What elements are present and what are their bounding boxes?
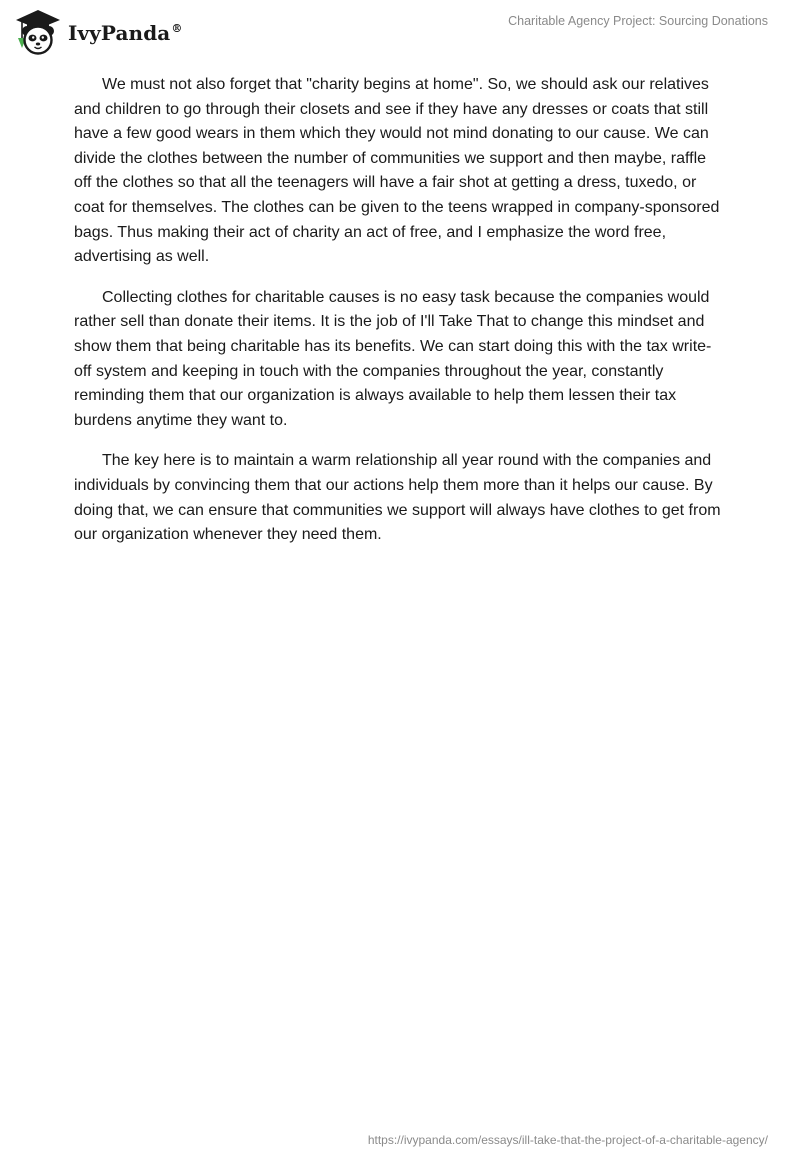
panda-graduate-icon (14, 8, 62, 56)
paragraph: The key here is to maintain a warm relationship all year round with the companies and individuals by convincing them that our actions help them more than it helps our cause. By doing that, we can ensure that communities we support will always have clothes to get from our organization whenever they need them. (74, 452, 721, 544)
paragraph: We must not also forget that "charity begins at home". So, we should ask our relatives and children to go through their closets and see if they have any dresses or coats that still have a few good wears in them which they would not mind donating to our cause. We can divide the clothes between the number of communities we support and then maybe, raffle off the clothes so that all the teenagers will have a fair shot at getting a dress, tuxedo, or coat for themselves. The clothes can be given to the teens wrapped in company-sponsored bags. Thus making their act of charity an act of free, and I emphasize the word free, advertising as well. (74, 76, 720, 266)
brand-logo[interactable] (14, 8, 182, 56)
brand-name: IvyPanda® (68, 21, 183, 45)
document-title: Charitable Agency Project: Sourcing Donations (508, 14, 768, 28)
paragraph: Collecting clothes for charitable causes is no easy task because the companies would rather sell than donate their items. It is the job of I'll Take That to change this mindset and show them that being charitable has its benefits. We can start doing this with the tax write-off system and keeping in touch with the companies throughout the year, constantly reminding them that our organization is always available to help them lessen their tax burdens anytime they want to. (74, 288, 712, 429)
source-url-link[interactable]: https://ivypanda.com/essays/ill-take-that-the-project-of-a-charitable-agency/ (367, 1133, 768, 1147)
essay-body (74, 73, 724, 564)
